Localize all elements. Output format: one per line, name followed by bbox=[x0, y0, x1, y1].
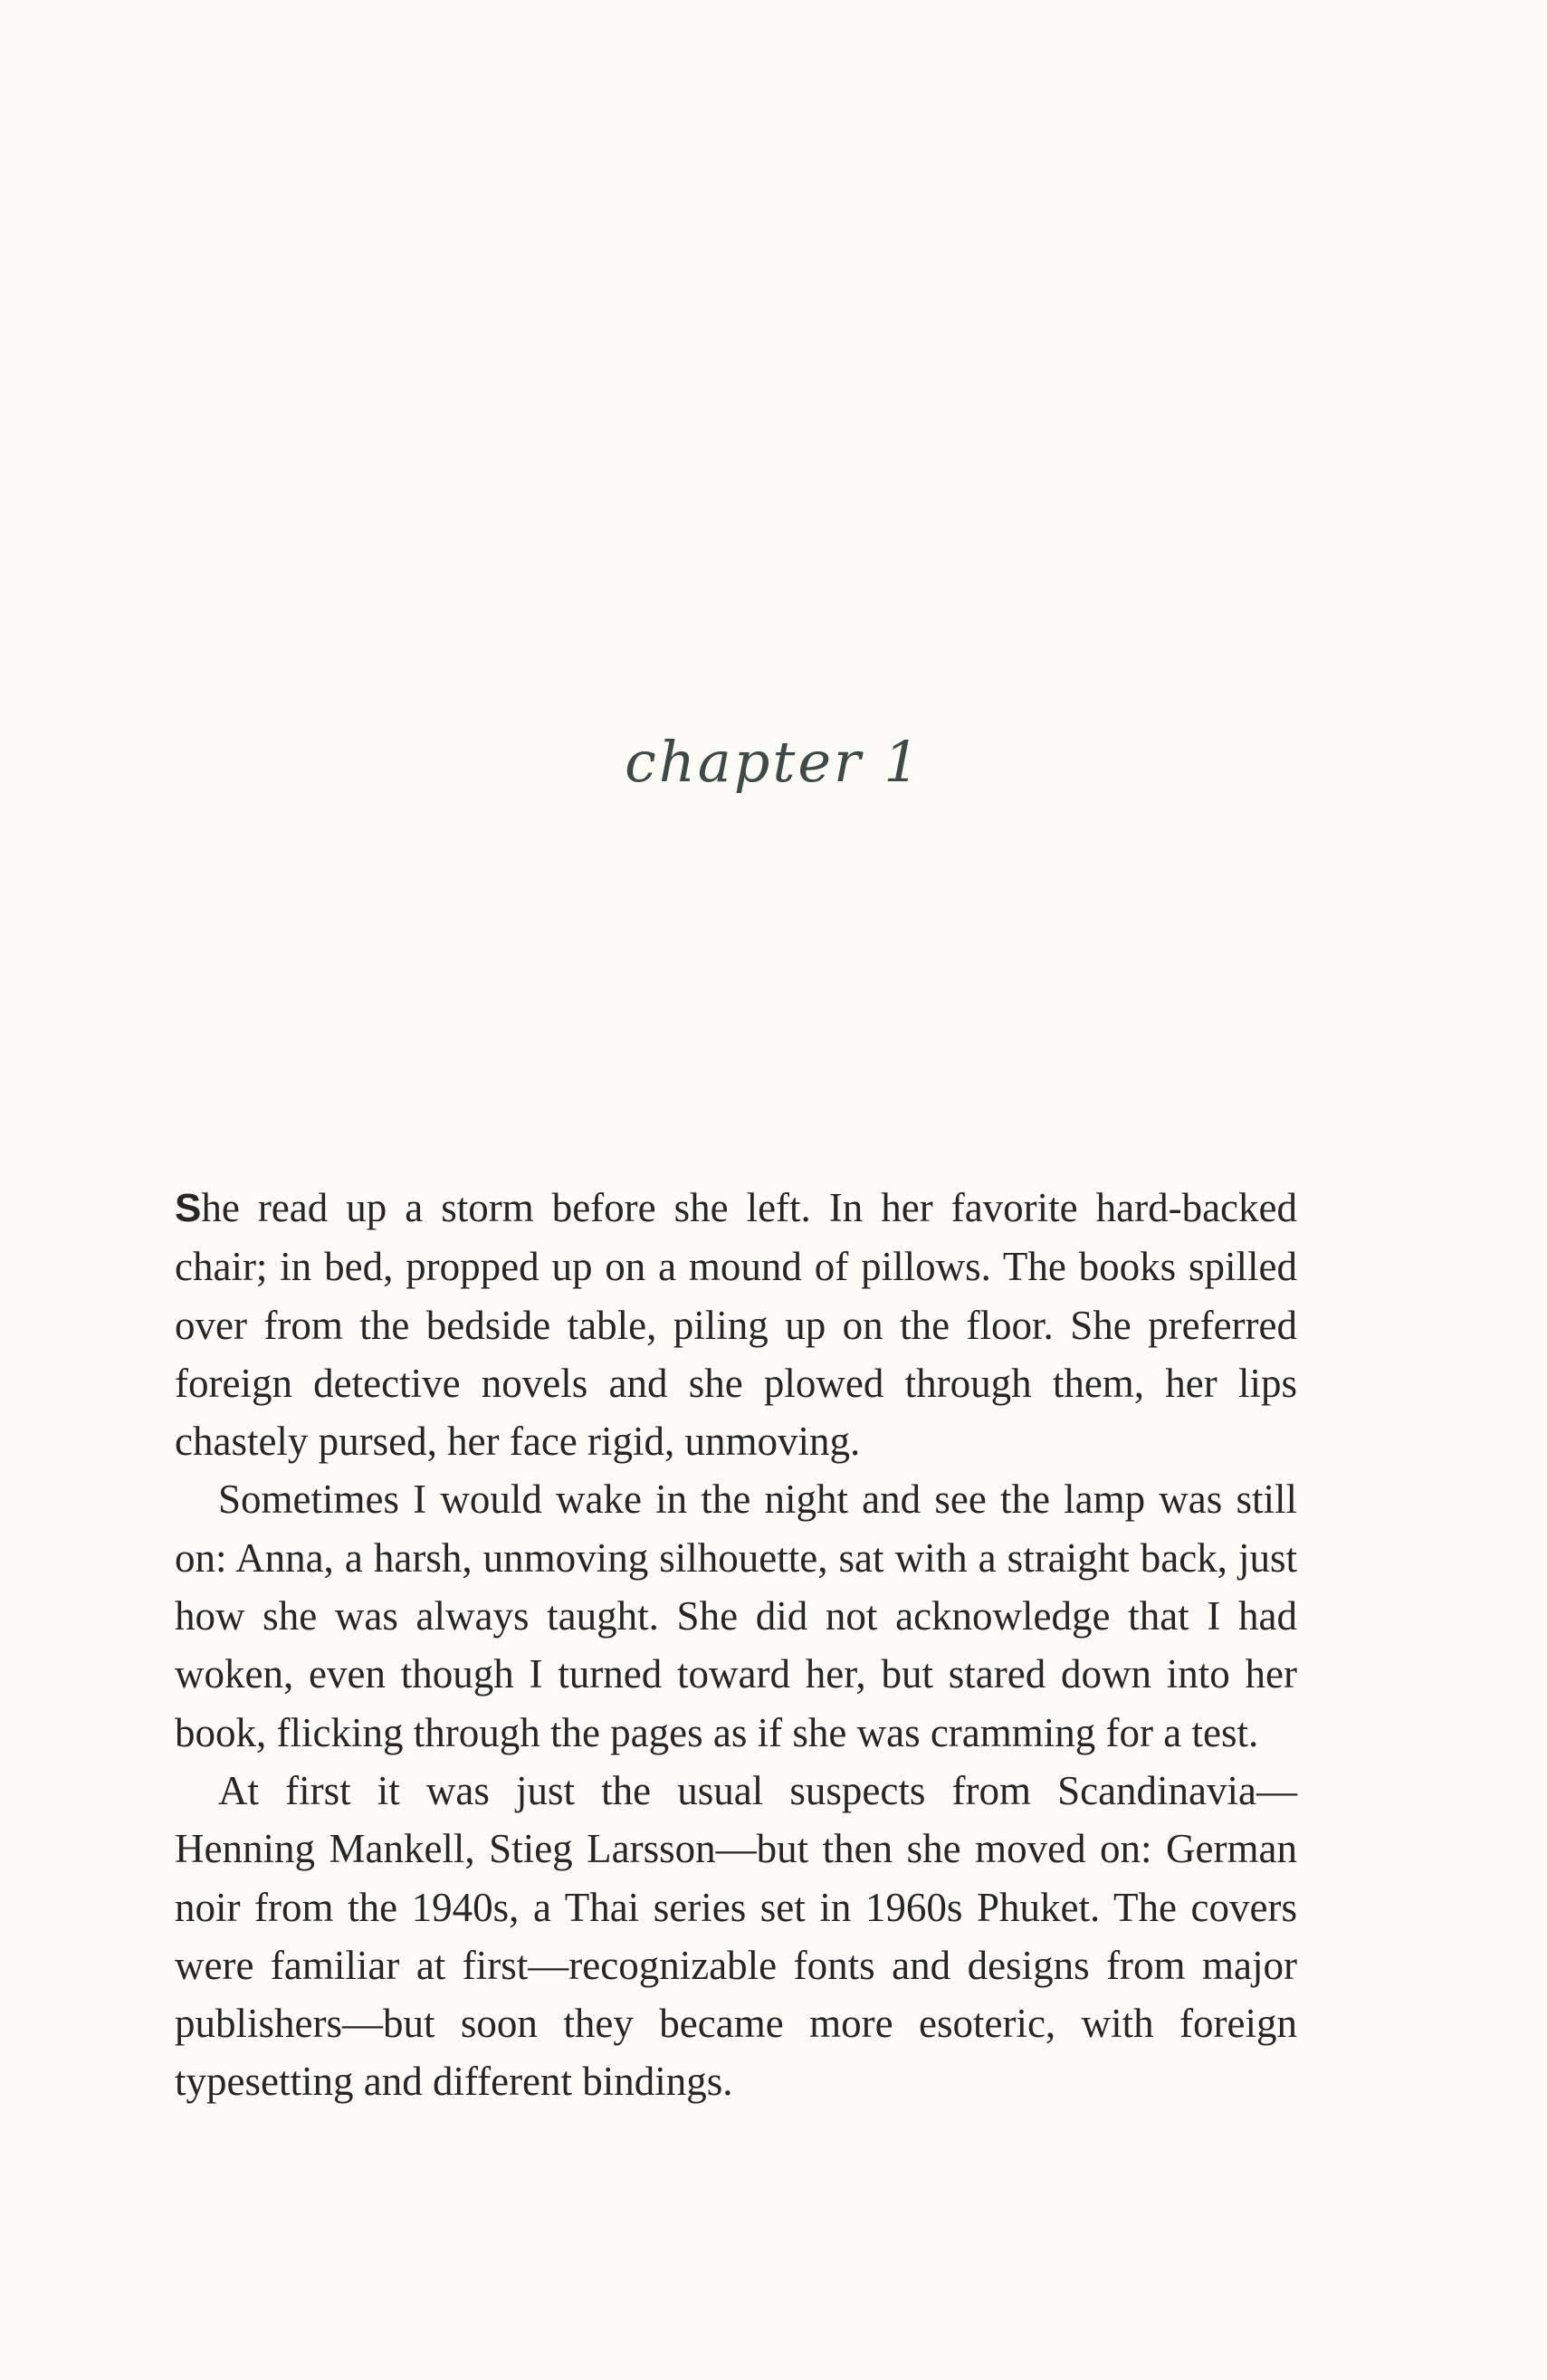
paragraph-3: At first it was just the usual suspects from Scandinavia— Henning Mankell, Stieg Larsson—but then she moved on: German noir from the 1940s, a Thai series set in 1960s Phuket. The covers were familiar at first—recognizable fonts and designs from major publishers—but soon they became more esoteric, with foreign typesetting and different bindings. bbox=[175, 1767, 1297, 2105]
chapter-heading: chapter 1 bbox=[625, 729, 922, 795]
chapter-body bbox=[175, 1179, 1297, 2111]
paragraph-1 bbox=[175, 1179, 1297, 1470]
drop-initial: S bbox=[175, 1186, 202, 1230]
paragraph-2: Sometimes I would wake in the night and see the lamp was still on: Anna, a harsh, unmoving silhouette, sat with a straight back, just how she was always taught. She did not acknowledge that I had woken, even though I turned toward her, but stared down into her book, flicking through the pages as if she was cramming for a test. bbox=[175, 1477, 1297, 1755]
paragraph-1-text: he read up a storm before she left. In her favorite hard-backed chair; in bed, propped up on a mound of pillows. The books spilled over from the bedside table, piling up on the floor. She preferred foreign detective novels and she plowed through them, her lips chastely pursed, her face rigid, unmoving. bbox=[175, 1185, 1297, 1465]
